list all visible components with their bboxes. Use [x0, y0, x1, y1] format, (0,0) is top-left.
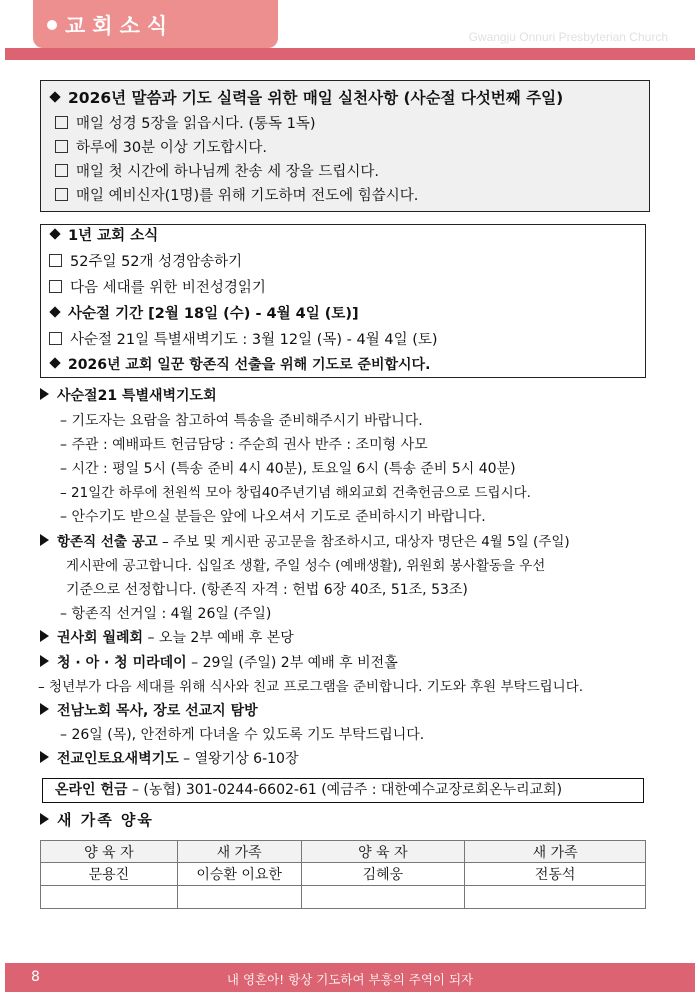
lent-title [49, 304, 359, 324]
youth-day-text: – 29일 (주일) 2부 예배 후 비전홀 [186, 655, 398, 671]
table-cell [177, 886, 301, 909]
table-row [41, 863, 646, 886]
election-notice [40, 532, 570, 552]
table-header-cell: 양 육 자 [41, 841, 178, 863]
dawn-prayer-title-text: 사순절21 특별새벽기도회 [57, 388, 217, 404]
online-offering-box [42, 778, 644, 803]
table-cell: 문용진 [41, 863, 178, 886]
new-family-title [40, 810, 154, 830]
triangle-bullet-icon [40, 655, 49, 667]
checkbox-icon [49, 332, 62, 345]
council-meeting [40, 628, 294, 648]
election-notice-title: 항존직 선출 공고 [57, 534, 158, 550]
practice-title [49, 88, 563, 108]
lent-title-text: 사순절 기간 [2월 18일 (수) - 4월 4일 (토)] [68, 306, 359, 322]
diamond-bullet-icon [49, 357, 60, 368]
table-header-cell: 새 가족 [465, 841, 646, 863]
mission-trip-line: – 26일 (목), 안전하게 다녀올 수 있도록 기도 부탁드립니다. [60, 727, 425, 743]
practice-item-text: 하루에 30분 이상 기도합시다. [76, 140, 267, 156]
council-meeting-text: – 오늘 2부 예배 후 본당 [143, 630, 294, 646]
table-header-row [41, 841, 646, 863]
diamond-bullet-icon [49, 228, 60, 239]
table-header-cell: 양 육 자 [301, 841, 465, 863]
new-family-table [40, 840, 646, 909]
year-news-item-text: 52주일 52개 성경암송하기 [70, 254, 243, 270]
checkbox-icon [55, 164, 68, 177]
youth-day [40, 653, 398, 673]
online-offering-label: 온라인 헌금 [55, 782, 128, 798]
practice-item [55, 186, 418, 206]
practice-item [55, 138, 267, 158]
saturday-dawn-prayer-text: – 열왕기상 6-10장 [178, 751, 299, 767]
checkbox-icon [55, 188, 68, 201]
practice-item [55, 114, 316, 134]
practice-item-text: 매일 예비신자(1명)를 위해 기도하며 전도에 힘씁시다. [76, 188, 419, 204]
mission-trip-title-text: 전남노회 목사, 장로 선교지 탐방 [57, 703, 258, 719]
lent-item-text: 사순절 21일 특별새벽기도 : 3월 12일 (목) - 4월 4일 (토) [70, 332, 438, 348]
dawn-prayer-line: – 안수기도 받으실 분들은 앞에 나오셔서 기도로 준비하시기 바랍니다. [60, 509, 486, 525]
table-cell [465, 886, 646, 909]
dawn-prayer-line: – 기도자는 요람을 참고하여 특송을 준비해주시기 바랍니다. [60, 413, 423, 429]
youth-day-title: 청 · 아 · 청 미라데이 [57, 655, 187, 671]
dawn-prayer-line: – 21일간 하루에 천원씩 모아 창립40주년기념 해외교회 건축헌금으로 드립시다. [60, 485, 531, 501]
practice-item-text: 매일 첫 시간에 하나님께 찬송 세 장을 드립시다. [76, 164, 380, 180]
footer-motto: 내 영혼아! 항상 기도하여 부흥의 주역이 되자 [226, 972, 474, 987]
dawn-prayer-line: – 시간 : 평일 5시 (특송 준비 4시 40분), 토요일 6시 (특송 준비 5시 40분) [60, 461, 516, 477]
checkbox-icon [55, 116, 68, 129]
practice-item-text: 매일 성경 5장을 읽읍시다. (통독 1독) [76, 116, 316, 132]
new-family-title-text: 새 가족 양육 [57, 811, 154, 829]
church-name: Gwangju Onnuri Presbyterian Church [468, 30, 668, 44]
elder-election-text: 2026년 교회 일꾼 항존직 선출을 위해 기도로 준비합시다. [68, 357, 431, 373]
triangle-bullet-icon [40, 813, 49, 825]
lent-item [49, 330, 438, 350]
diamond-bullet-icon [49, 306, 60, 317]
election-notice-line: 기준으로 선정합니다. (항존직 자격 : 헌법 6장 40조, 51조, 53조) [66, 582, 468, 598]
online-offering-account: – (농협) 301-0244-6602-61 (예금주 : 대한예수교장로회온누리교회) [127, 782, 563, 798]
election-date-line: – 항존직 선거일 : 4월 26일 (주일) [60, 606, 272, 622]
checkbox-icon [55, 140, 68, 153]
checkbox-icon [49, 280, 62, 293]
year-news-item [49, 252, 242, 272]
news-box [40, 224, 646, 378]
saturday-dawn-prayer-title: 전교인토요새벽기도 [57, 751, 179, 767]
practice-title-text: 2026년 말씀과 기도 실력을 위한 매일 실천사항 (사순절 다섯번째 주일) [68, 89, 564, 107]
triangle-bullet-icon [40, 751, 49, 763]
year-news-title-text: 1년 교회 소식 [68, 228, 159, 244]
triangle-bullet-icon [40, 703, 49, 715]
table-cell: 김혜웅 [301, 863, 465, 886]
triangle-bullet-icon [40, 630, 49, 642]
election-notice-text: – 주보 및 게시판 공고문을 참조하시고, 대상자 명단은 4월 5일 (주일) [157, 534, 570, 550]
table-header-cell: 새 가족 [177, 841, 301, 863]
bullet-dot-icon [47, 20, 57, 30]
checkbox-icon [49, 254, 62, 267]
practice-box [40, 80, 650, 212]
footer-bar [5, 963, 695, 992]
header-bar [5, 48, 695, 60]
elder-election-line [49, 355, 430, 375]
triangle-bullet-icon [40, 388, 49, 400]
section-header-tab [33, 0, 278, 48]
table-row [41, 886, 646, 909]
triangle-bullet-icon [40, 534, 49, 546]
youth-day-line: – 청년부가 다음 세대를 위해 식사와 친교 프로그램을 준비합니다. 기도와 후원 부탁드립니다. [38, 679, 584, 695]
year-news-item [49, 278, 266, 298]
year-news-title [49, 226, 158, 246]
table-cell: 이승환 이요한 [177, 863, 301, 886]
election-notice-line: 게시판에 공고합니다. 십일조 생활, 주일 성수 (예배생활), 위원회 봉사활동을 우선 [66, 558, 546, 574]
dawn-prayer-line: – 주관 : 예배파트 헌금담당 : 주순희 권사 반주 : 조미형 사모 [60, 437, 428, 453]
table-cell [301, 886, 465, 909]
saturday-dawn-prayer [40, 749, 298, 769]
council-meeting-title: 권사회 월례회 [57, 630, 144, 646]
diamond-bullet-icon [49, 91, 60, 102]
table-cell: 전동석 [465, 863, 646, 886]
practice-item [55, 162, 379, 182]
mission-trip-title [40, 701, 258, 721]
year-news-item-text: 다음 세대를 위한 비전성경읽기 [70, 280, 266, 296]
table-cell [41, 886, 178, 909]
section-title: 교회소식 [65, 14, 175, 38]
dawn-prayer-title [40, 386, 217, 406]
page-number: 8 [31, 969, 40, 985]
